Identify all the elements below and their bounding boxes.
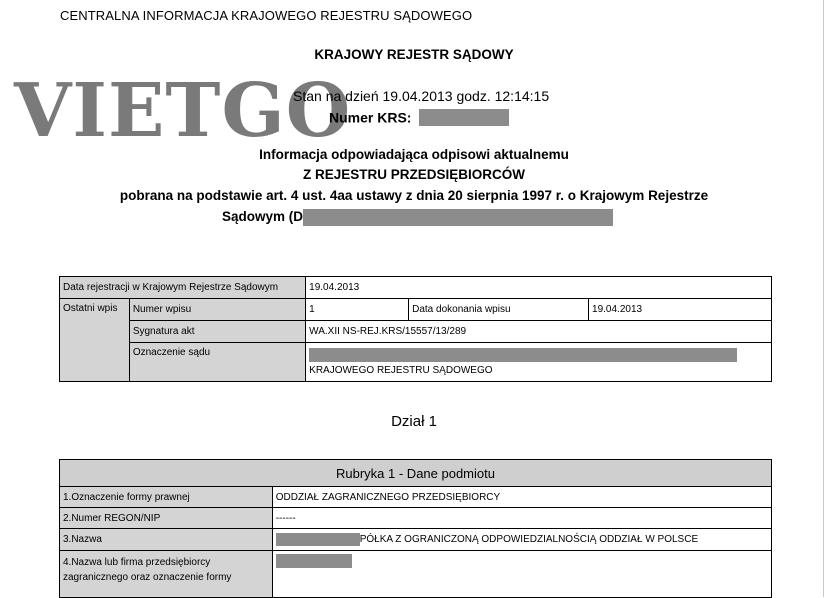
table-row <box>60 551 772 598</box>
redacted-block <box>303 209 613 226</box>
name-value: PÓŁKA Z OGRANICZONĄ ODPOWIEDZIALNOŚCIĄ ODDZIAŁ W POLSCE <box>359 534 699 546</box>
legal-form-label: 1.Oznaczenie formy prawnej <box>60 487 273 508</box>
foreign-company-label: 4.Nazwa lub firma przedsiębiorcy zagranicznego oraz oznaczenie formy <box>60 551 273 598</box>
name-label: 3.Nazwa <box>60 529 273 551</box>
regon-nip-value: ------ <box>272 508 771 529</box>
entry-number-label: Numer wpisu <box>129 299 305 321</box>
regon-nip-label: 2.Numer REGON/NIP <box>60 508 273 529</box>
info-line-4-text: Sądowym (D <box>222 209 304 225</box>
case-signature-label: Sygnatura akt <box>129 321 305 343</box>
krs-number-label: Numer KRS: <box>329 109 412 126</box>
info-line-1: Informacja odpowiadająca odpisowi aktualnemu <box>259 147 569 162</box>
redacted-block <box>309 348 737 362</box>
foreign-company-value-cell <box>272 551 771 598</box>
section-title: Dział 1 <box>391 413 437 430</box>
document-header: CENTRALNA INFORMACJA KRAJOWEGO REJESTRU SĄDOWEGO <box>60 8 473 23</box>
rubric-title: Rubryka 1 - Dane podmiotu <box>60 460 772 487</box>
table-row <box>60 299 772 321</box>
registration-date-label: Data rejestracji w Krajowym Rejestrze Sądowym <box>60 277 306 299</box>
court-value-cell <box>306 343 772 382</box>
page-edge <box>823 0 824 597</box>
table-row <box>60 321 772 343</box>
entry-date-label: Data dokonania wpisu <box>409 299 589 321</box>
last-entry-label: Ostatni wpis <box>60 299 130 382</box>
table-row <box>60 508 772 529</box>
redacted-block <box>276 554 352 568</box>
table-row <box>60 529 772 551</box>
court-value: KRAJOWEGO REJESTRU SĄDOWEGO <box>309 365 493 376</box>
info-line-3: pobrana na podstawie art. 4 ust. 4aa ustawy z dnia 20 sierpnia 1997 r. o Krajowym Rejestrze <box>119 188 709 203</box>
table-row <box>60 277 772 299</box>
info-line-2: Z REJESTRU PRZEDSIĘBIORCÓW <box>302 167 526 182</box>
redacted-block <box>276 533 360 546</box>
table-row <box>60 460 772 487</box>
name-value-cell <box>272 529 771 551</box>
watermark-logo: VIETGO <box>14 68 352 154</box>
entry-number-value: 1 <box>306 299 409 321</box>
section-1-table <box>59 459 772 598</box>
state-date: Stan na dzień 19.04.2013 godz. 12:14:15 <box>293 88 550 104</box>
table-row <box>60 343 772 382</box>
document-title: KRAJOWY REJESTR SĄDOWY <box>314 47 514 62</box>
redacted-block <box>419 109 509 126</box>
court-label: Oznaczenie sądu <box>129 343 305 382</box>
case-signature-value: WA.XII NS-REJ.KRS/15557/13/289 <box>306 321 772 343</box>
legal-form-value: ODDZIAŁ ZAGRANICZNEGO PRZEDSIĘBIORCY <box>272 487 771 508</box>
registration-table <box>59 276 772 382</box>
krs-number <box>329 108 509 126</box>
table-row <box>60 487 772 508</box>
entry-date-value: 19.04.2013 <box>589 299 772 321</box>
info-line-4 <box>222 209 613 226</box>
registration-date-value: 19.04.2013 <box>306 277 772 299</box>
